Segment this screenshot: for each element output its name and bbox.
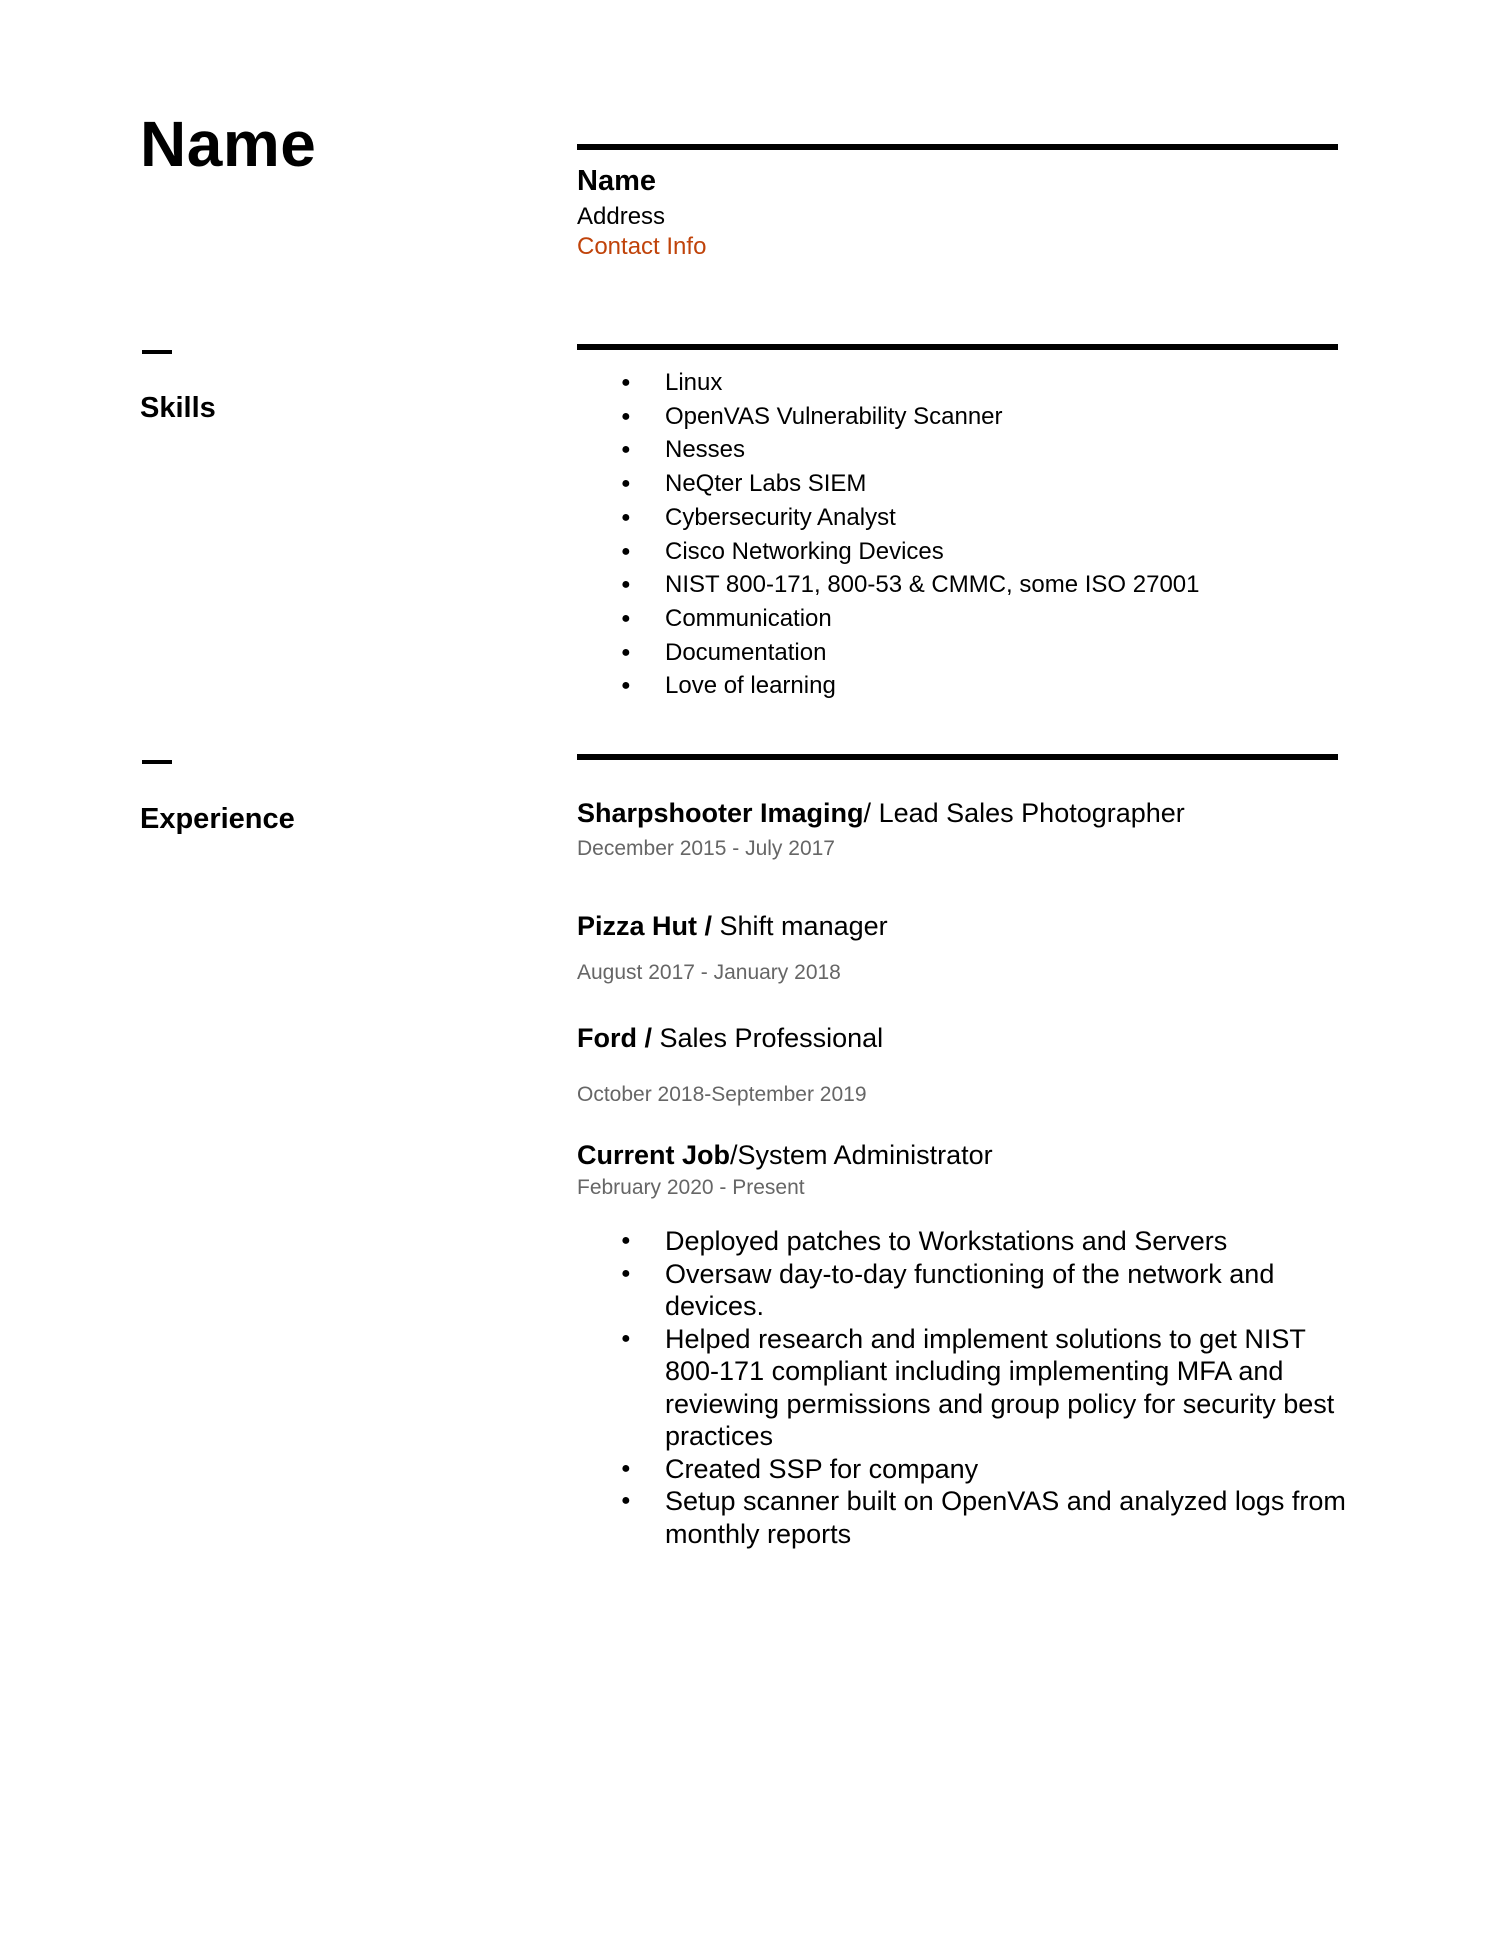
job-company: Ford: [577, 1023, 637, 1053]
skill-item: ● NeQter Labs SIEM: [577, 467, 1199, 501]
skill-item: ● Linux: [577, 366, 1199, 400]
duty-item: ● Helped research and implement solutions to get NIST 800-171 compliant including implementing MFA and reviewing permissions and group policy for security best practices: [577, 1323, 1347, 1453]
job-dates: August 2017 - January 2018: [577, 961, 841, 984]
job-title: [577, 1022, 883, 1054]
job-title: [577, 797, 1185, 829]
skill-item: ● Documentation: [577, 636, 1199, 670]
job-separator: /: [730, 1140, 738, 1170]
duty-item: ● Created SSP for company: [577, 1453, 1347, 1486]
job-title: [577, 910, 888, 942]
duty-item: ● Deployed patches to Workstations and Servers: [577, 1225, 1347, 1258]
skills-divider: [577, 344, 1338, 350]
job-company: Current Job: [577, 1140, 731, 1170]
experience-dash: [142, 760, 172, 764]
skills-list: [577, 366, 1199, 703]
contact-name: Name: [577, 165, 656, 197]
skill-item: ● Communication: [577, 602, 1199, 636]
job-company: Sharpshooter Imaging: [577, 798, 864, 828]
header-divider: [577, 144, 1338, 150]
resume-name-heading: Name: [140, 108, 317, 180]
skill-item: ● OpenVAS Vulnerability Scanner: [577, 400, 1199, 434]
job-dates: December 2015 - July 2017: [577, 837, 835, 860]
job-separator: /: [697, 911, 720, 941]
skill-item: ● Nesses: [577, 433, 1199, 467]
job-separator: /: [637, 1023, 660, 1053]
skill-item: ● Cybersecurity Analyst: [577, 501, 1199, 535]
job-title: [577, 1139, 993, 1171]
job-role: System Administrator: [737, 1140, 993, 1170]
skills-dash: [142, 350, 172, 354]
job-role: Lead Sales Photographer: [878, 798, 1185, 828]
job-dates: October 2018-September 2019: [577, 1083, 867, 1106]
experience-heading: Experience: [140, 803, 295, 835]
job-separator: /: [863, 798, 879, 828]
skill-item: ● Cisco Networking Devices: [577, 535, 1199, 569]
duty-item: ● Oversaw day-to-day functioning of the network and devices.: [577, 1258, 1347, 1323]
experience-divider: [577, 754, 1338, 760]
address: Address: [577, 203, 666, 230]
skill-item: ● Love of learning: [577, 669, 1199, 703]
duty-item: ● Setup scanner built on OpenVAS and analyzed logs from monthly reports: [577, 1485, 1347, 1550]
contact-info-link[interactable]: Contact Info: [577, 233, 707, 260]
job-company: Pizza Hut: [577, 911, 698, 941]
skills-heading: Skills: [140, 392, 216, 424]
job-role: Shift manager: [719, 911, 888, 941]
job-dates: February 2020 - Present: [577, 1176, 805, 1199]
duties-list: [577, 1225, 1347, 1550]
job-role: Sales Professional: [659, 1023, 884, 1053]
skill-item: ● NIST 800-171, 800-53 & CMMC, some ISO 27001: [577, 568, 1199, 602]
